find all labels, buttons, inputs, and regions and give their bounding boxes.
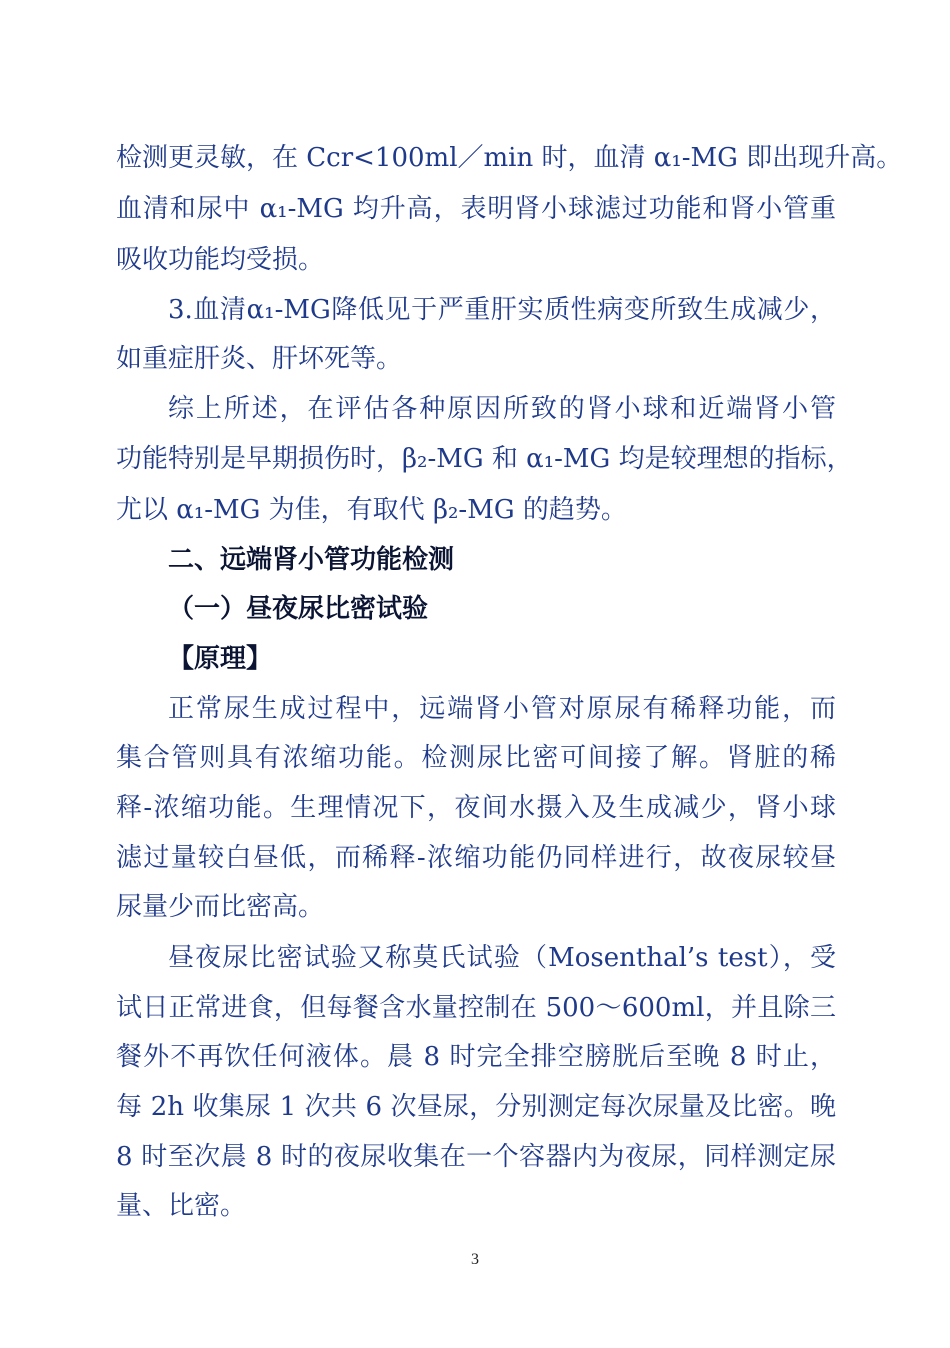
body-text-line: 功能特别是早期损伤时，β₂-MG 和 α₁-MG 均是较理想的指标， [116,444,853,474]
page-number: 3 [471,1251,479,1268]
body-text-line: 试日正常进食，但每餐含水量控制在 500～600ml，并且除三 [116,993,836,1023]
body-text-line: 滤过量较白昼低，而稀释-浓缩功能仍同样进行，故夜尿较昼 [116,843,836,873]
subsection-heading: （一）昼夜尿比密试验 [168,594,429,624]
body-text-line: 昼夜尿比密试验又称莫氏试验（Mosenthal’s test），受 [168,943,836,973]
body-text-line: 8 时至次晨 8 时的夜尿收集在一个容器内为夜尿，同样测定尿 [116,1142,836,1172]
body-text-line: 综上所述，在评估各种原因所致的肾小球和近端肾小管 [168,394,836,424]
body-text-line: 量、比密。 [116,1191,247,1221]
body-text-line: 如重症肝炎、肝坏死等。 [116,344,403,374]
body-text-line: 尤以 α₁-MG 为佳，有取代 β₂-MG 的趋势。 [116,495,627,525]
body-text-line: 尿量少而比密高。 [116,892,325,922]
body-text-line: 吸收功能均受损。 [116,245,325,275]
body-text-line: 正常尿生成过程中，远端肾小管对原尿有稀释功能，而 [168,694,836,724]
body-text-line: 每 2h 收集尿 1 次共 6 次昼尿，分别测定每次尿量及比密。晚 [116,1092,836,1122]
body-text-line: 餐外不再饮任何液体。晨 8 时完全排空膀胱后至晚 8 时止， [116,1042,836,1072]
body-text-line: 3.血清α₁-MG降低见于严重肝实质性病变所致生成减少， [168,295,836,325]
body-text-line: 检测更灵敏，在 Ccr<100ml／min 时，血清 α₁-MG 即出现升高。 [116,143,903,173]
body-text-line: 血清和尿中 α₁-MG 均升高，表明肾小球滤过功能和肾小管重 [116,194,836,224]
body-text-line: 集合管则具有浓缩功能。检测尿比密可间接了解。肾脏的稀 [116,743,836,773]
section-heading: 二、远端肾小管功能检测 [168,545,455,575]
body-text-line: 释-浓缩功能。生理情况下，夜间水摄入及生成减少，肾小球 [116,793,836,823]
principle-heading: 【原理】 [168,644,273,674]
